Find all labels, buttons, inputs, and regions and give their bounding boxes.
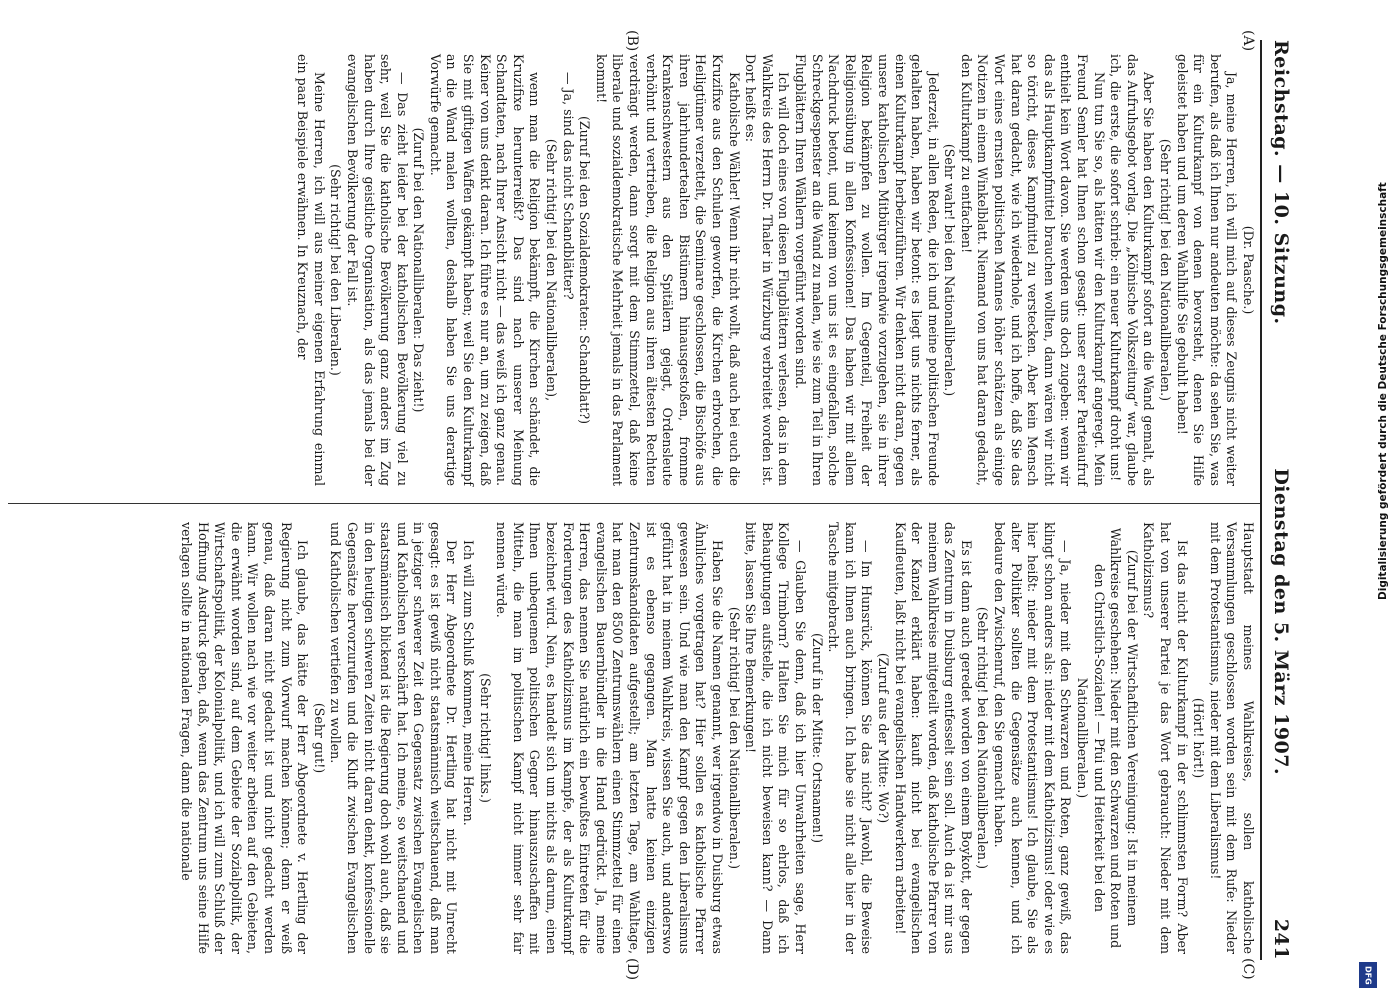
paragraph: (Zuruf in der Mitte: Ortsnamen!): [809, 633, 825, 843]
paragraph: Ich will zum Schluß kommen, meine Herren.: [461, 540, 477, 826]
right-column: [8, 522, 1256, 954]
paragraph: Haben Sie die Namen genannt, wer irgendwo in Duisburg etwas Ähnliches vorgetragen hat? Hier sollen es katholische Pfarrer gewesen sein. Und wie man den Kampf gegen den Liberalismus geführt hat in meinem Wahlkreis, wissen Sie auch, und anderswo ist es ebenso gegangen. Man hatte keinen einzigen Zentrumskandidaten aufgestellt; am letzten Tage, am Wahltage, hat man den 8500 Zentrumswählern einen Stimmzettel für einen evangelischen Bauernbündler in die Hand gedrückt. Ja, meine Herren, das nennen Sie natürlich ein bewußtes Eintreten für die Forderungen des Katholizismus im Kampfe, der als Kulturkampf bezeichnet wird. Nein, es handelt sich um nichts als darum, einen Ihnen unbequemen politischen Gegner hinauszuschaffen mit Mitteln, die man im politischen Kampf nicht immer sehr fair nennen würde.: [494, 522, 725, 954]
paragraph: — Glauben Sie denn, daß ich hier Unwahrheiten sage, Herr Kollege Trimborn? Halten Sie mich für so ehrlos, daß ich Behauptungen aufstelle, die ich nicht beweisen kann? — Dann bitte, lassen Sie Ihre Bemerkungen!: [743, 522, 808, 954]
paragraph: (Sehr richtig! bei den Liberalen.): [328, 164, 344, 376]
paragraph: (Sehr gut!): [311, 702, 327, 774]
paragraph: Ist das nicht der Kulturkampf in der schlimmsten Form? Aber hat von unserer Partei je das Wort gebraucht: Nieder mit dem Katholizismus?: [1141, 522, 1190, 954]
paragraph: Ich will doch eines von diesen Flugblättern verlesen, das in dem Wahlkreis des Herrn Dr. Thaler in Würzburg verbreitet worden ist. Dort heißt es:: [743, 54, 792, 486]
margin-mark-a: (A): [1240, 30, 1256, 52]
paragraph: Der Herr Abgeordnete Dr. Hertling hat nicht mit Unrecht gesagt: es ist gewiß nicht staatsmännisch weitschauend, daß man in jetziger schwerer Zeit den Gegensatz zwischen Evangelischen und Katholischen verschärft hat. Ich meine, so weitschauend und staatsmännisch blickend ist die Regierung doch wohl auch, daß sie in den heutigen schweren Zeiten nicht daran denkt, konfessionelle Gegensätze hervorzurufen und die Kluft zwischen Evangelischen und Katholischen vertiefen zu wollen.: [328, 522, 460, 954]
paragraph: Nun tun Sie so, als hätten wir den Kulturkampf angeregt. Mein Freund Semler hat Ihnen schon gesagt: unser erster Parteiaufruf enthielt kein Wort davon. Sie werden uns doch zugeben: wenn wir das als Hauptkampfmittel brauchen wollten, dann wären wir nicht so töricht, dieses Kampfmittel zu verstecken. Aber kein Mensch hat daran gedacht, wie ich wiederhole, und ich hoffe, daß Sie das Wort eines ernsten politischen Mannes höher schätzen als einige Notizen in einem Winkelblatt. Niemand von uns hat daran gedacht, den Kulturkampf zu entfachen!: [958, 54, 1107, 486]
paragraph: (Dr. Paasche.): [1241, 225, 1256, 315]
paragraph: (Zuruf bei den Sozialdemokraten: Schandblatt?): [577, 115, 593, 425]
paragraph: Ich glaube, das hätte der Herr Abgeordnete v. Hertling der Regierung nicht zum Vorwurf machen können; denn er weiß genau, daß daran nicht gedacht ist und nicht gedacht werden kann. Wir wollen nach wie vor weiter arbeiten auf den Gebieten, die erwähnt worden sind, auf dem Gebiete der Sozialpolitik, der Wirtschaftspolitik, der Kolonialpolitik, und ich will zum Schluß der Hoffnung Ausdruck geben, daß, wenn das Zentrum uns seine Hilfe verlagen sollte in nationalen Fragen, dann die nationale: [179, 522, 311, 954]
left-column: [8, 54, 1256, 486]
paragraph: — Das zieht leider bei der katholischen Bevölkerung viel zu sehr, weil Sie die katholische Bevölkerung ganz anders im Zug haben durch Ihre geistliche Organisation, als das jemals bei der evangelischen Bevölkerung der Fall ist.: [344, 54, 410, 486]
paragraph: Jederzeit, in allen Reden, die ich und meine politischen Freunde gehalten haben, haben wir betont: es liegt uns nichts ferner, als einen Kulturkampf herbeizuführen. Wir denken nicht daran, gegen unsere katholischen Mitbürger irgendwie vorzugehen, sie in ihrer Religion bekämpfen zu wollen. Im Gegenteil, Freiheit der Religionsübung in allen Konfessionen! Das haben wir mit allem Nachdruck betont, und keinem von uns ist es eingefallen, solche Schreckgespenster an die Wand zu malen, wie sie zum Teil in Ihren Flugblättern Ihren Wählern vorgeführt worden sind.: [792, 54, 941, 486]
paragraph: Es ist dann auch geredet worden von einem Boykott, der gegen das Zentrum in Duisburg entfesselt sein soll. Auch da ist mir aus meinem Wahlkreise mitgeteilt worden, daß katholische Pfarrer von der Kanzel erklärt haben: kauft nicht bei evangelischen Kaufleuten, laßt nicht bei evangelischen Handwerkern arbeiten!: [892, 522, 974, 954]
paragraph: (Zuruf bei der Wirtschaftlichen Vereinigung: Ist in meinem Wahlkreise geschehen: Nieder mit den Schwarzen und Roten und den Christlich-Sozialen! — Pfui und Heiterkeit bei den Nationalliberalen.): [1075, 527, 1140, 949]
margin-mark-d: (D): [624, 958, 640, 981]
paragraph: (Zuruf aus der Mitte: Wo?): [875, 652, 891, 824]
header-date: Dienstag den 5. März 1907.: [1270, 468, 1292, 776]
paragraph: (Hört! hört!): [1191, 697, 1207, 779]
paragraph: — Ja, sind das nicht Schandblätter?: [560, 72, 576, 300]
paragraph: Ja, meine Herren, ich will mich auf dieses Zeugnis nicht weiter berufen, als daß ich Ihnen nur andeuten möchte: da sehen Sie, was für ein Kulturkampf von denen bevorsteht, denen Sie Hilfe geleistet haben und um deren Wahlhilfe Sie gebuhlt haben!: [1174, 54, 1240, 486]
header-left: Reichstag. — 10. Sitzung.: [1270, 40, 1292, 325]
paragraph: Katholische Wähler! Wenn ihr nicht wollt, daß auch bei euch die Kruzifixe aus den Schulen geworfen, die Kirchen erbrochen, die Heiligtümer verzettelt, die Seminare geschlossen, die Bischöfe aus ihren jahrhundertealten Bistümern hinausgestoßen, fromme Krankenschwestern aus den Spitälern gejagt, Ordensleute verhöhnt und vertrieben, die Religion aus ihren ältesten Rechten verdrängt werden, dann sorgt mit dem Stimmzettel, daß keine liberale und sozialdemokratische Mehrheit jemals in das Parlament kommt!: [593, 54, 742, 486]
paragraph: — Ja, nieder mit den Schwarzen und Roten, ganz gewiß, das klingt schon anders als: nieder mit dem Katholizismus! oder wie es hier heißt: nieder mit dem Protestantismus! Ich glaube, Sie als alter Politiker sollten die Gegensätze auch kennen, und ich bedaure den Zwischenruf, den Sie gemacht haben.: [992, 522, 1074, 954]
paragraph: (Sehr richtig! bei den Nationalliberalen.): [1158, 138, 1174, 402]
paragraph: — Im Hunsrück, können Sie das nicht? Jawohl, die Beweise kann ich Ihnen auch bringen. Ich habe sie nicht alle hier in der Tasche mitgebracht.: [826, 522, 875, 954]
paragraph: Hauptstadt meines Wahlkreises, sollen katholische Versammlungen geschlossen worden sein mit dem Rufe: Nieder mit dem Protestantismus, nieder mit dem Liberalismus!: [1207, 522, 1256, 954]
paragraph: (Sehr richtig! bei den Nationalliberalen.): [975, 606, 991, 870]
paragraph: (Sehr richtig! bei den Nationalliberalen.): [726, 606, 742, 870]
margin-mark-c: (C): [1240, 958, 1256, 980]
paragraph: (Sehr wahr! bei den Nationalliberalen.): [942, 143, 958, 397]
header-rule: [1260, 40, 1262, 960]
paragraph: (Sehr richtig! bei den Nationalliberalen),: [544, 138, 560, 402]
paragraph: Meine Herren, ich will aus meiner eigenen Erfahrung einmal ein paar Beispiele erwähnen. In Kreuznach, der: [295, 54, 327, 486]
page-header: [1264, 40, 1298, 960]
margin-mark-b: (B): [624, 30, 640, 52]
page-number: 241: [1270, 918, 1292, 960]
dfg-logo: DFG: [1359, 962, 1377, 988]
column-divider: [8, 503, 1260, 504]
paragraph: wenn man die Religion bekämpft, die Kirchen schändet, die Kruzifixe herunterreißt? Das sind nach unserer Meinung Schandtaten, nach Ihrer Ansicht nicht — das weiß ich ganz genau. Keiner von uns denkt daran. Ich führe es nur an, um zu zeigen, daß Sie mit giftigen Waffen gekämpft haben; weil Sie den Kulturkampf an die Wand malen wollten, deshalb haben Sie uns derartige Vorwürfe gemacht.: [427, 54, 543, 486]
digitization-text: Digitalisierung gefördert durch die Deutsche Forschungsgemeinschaft: [1377, 182, 1389, 600]
paragraph: Aber Sie haben den Kulturkampf sofort an die Wand gemalt, als das Aufruhsgebot vorlag. Die „Kölnische Volkszeitung“ war, glaube ich, die erste, die sofort schrieb: ein neuer Kulturkampf droht uns!: [1108, 54, 1157, 486]
digitization-note: [1355, 0, 1389, 1000]
paragraph: (Sehr richtig! links.): [477, 673, 493, 803]
paragraph: (Zuruf bei den Nationalliberalen: Das zieht!): [411, 127, 427, 413]
